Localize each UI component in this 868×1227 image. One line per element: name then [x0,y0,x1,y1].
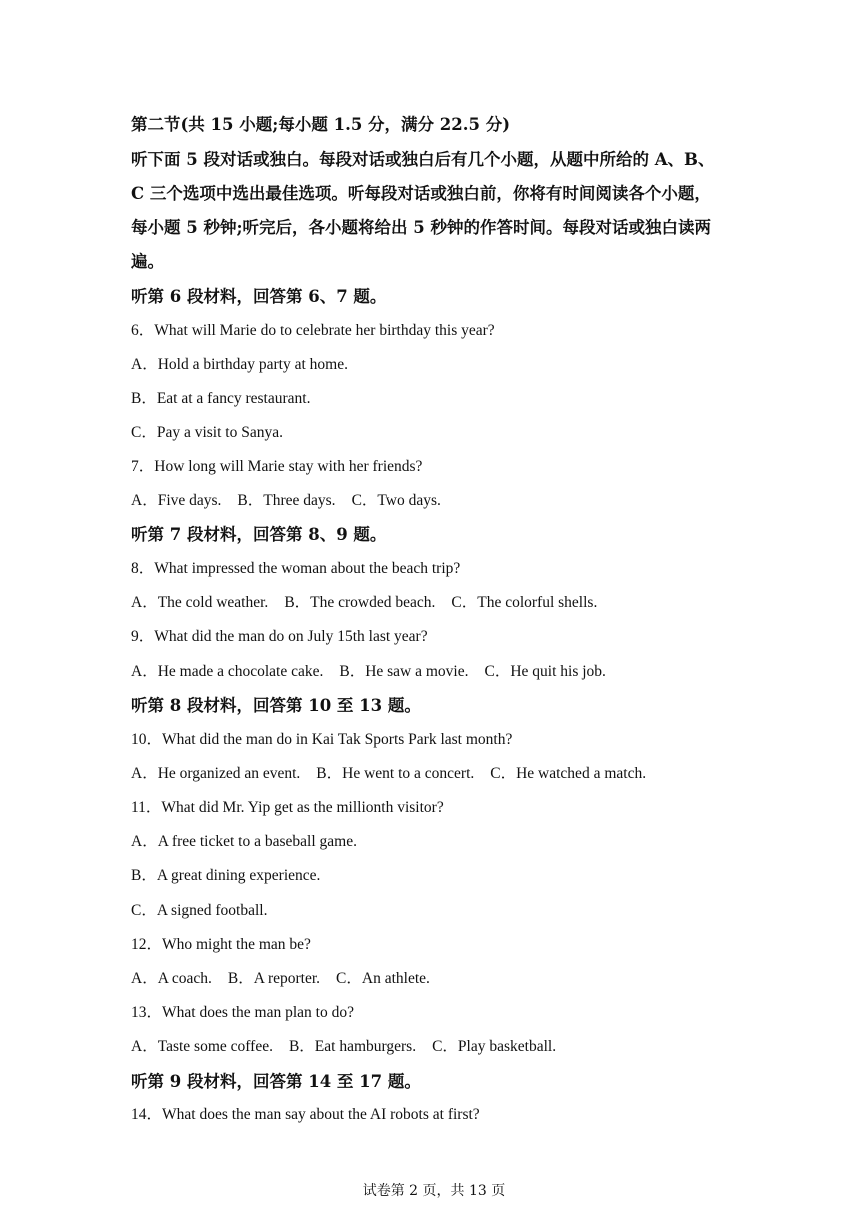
section-title: 第二节(共 15 小题;每小题 1.5 分，满分 22.5 分) [131,115,511,134]
instruction-line: 听下面 5 段对话或独白。每段对话或独白后有几个小题，从题中所给的 A、B、 [131,150,715,169]
page-footer: 试卷第 2 页，共 13 页 [362,1183,506,1199]
option-12b: B．A reporter. [227,970,321,987]
option-10b: B．He went to a concert. [316,765,475,782]
option-9c: C．He quit his job. [484,663,606,680]
option-7a: A．Five days. [131,492,222,509]
option-6c: C．Pay a visit to Sanya. [131,424,283,441]
option-12a: A．A coach. [131,970,212,987]
option-6b: B．Eat at a fancy restaurant. [131,390,311,407]
question-6: 6．What will Marie do to celebrate her birthday this year? [131,322,495,339]
option-6a: A．Hold a birthday party at home. [131,356,348,373]
question-9: 9．What did the man do on July 15th last year? [131,628,428,645]
question-8: 8．What impressed the woman about the beach trip? [131,560,461,577]
question-14: 14．What does the man say about the AI robots at first? [131,1106,480,1123]
group-heading: 听第 9 段材料，回答第 14 至 17 题。 [131,1072,421,1091]
instruction-line: 每小题 5 秒钟;听完后，各小题将给出 5 秒钟的作答时间。每段对话或独白读两 [131,218,712,237]
option-11c: C．A signed football. [131,902,268,919]
option-8a: A．The cold weather. [131,594,269,611]
instruction-line: 遍。 [131,252,164,271]
options-13 [131,1034,556,1056]
option-13a: A．Taste some coffee. [131,1038,273,1055]
options-7 [131,488,441,510]
group-heading: 听第 6 段材料，回答第 6、7 题。 [131,287,387,306]
option-8b: B．The crowded beach. [284,594,436,611]
options-9 [131,659,606,681]
options-8 [131,590,597,612]
question-7: 7．How long will Marie stay with her friends? [131,458,423,475]
question-12: 12．Who might the man be? [131,936,311,953]
question-11: 11．What did Mr. Yip get as the millionth visitor? [131,799,444,816]
option-7b: B．Three days. [237,492,336,509]
option-8c: C．The colorful shells. [451,594,598,611]
option-10a: A．He organized an event. [131,765,301,782]
option-7c: C．Two days. [351,492,441,509]
options-12 [131,966,430,988]
group-heading: 听第 7 段材料，回答第 8、9 题。 [131,525,387,544]
option-12c: C．An athlete. [336,970,430,987]
question-10: 10．What did the man do in Kai Tak Sports Park last month? [131,731,513,748]
option-13b: B．Eat hamburgers. [288,1038,417,1055]
option-13c: C．Play basketball. [432,1038,557,1055]
option-9a: A．He made a chocolate cake. [131,663,324,680]
instruction-line: C 三个选项中选出最佳选项。听每段对话或独白前，你将有时间阅读各个小题， [131,184,711,203]
options-10 [131,761,646,783]
group-heading: 听第 8 段材料，回答第 10 至 13 题。 [131,696,421,715]
option-10c: C．He watched a match. [490,765,647,782]
question-13: 13．What does the man plan to do? [131,1004,354,1021]
option-11a: A．A free ticket to a baseball game. [131,833,357,850]
option-11b: B．A great dining experience. [131,867,321,884]
option-9b: B．He saw a movie. [339,663,469,680]
